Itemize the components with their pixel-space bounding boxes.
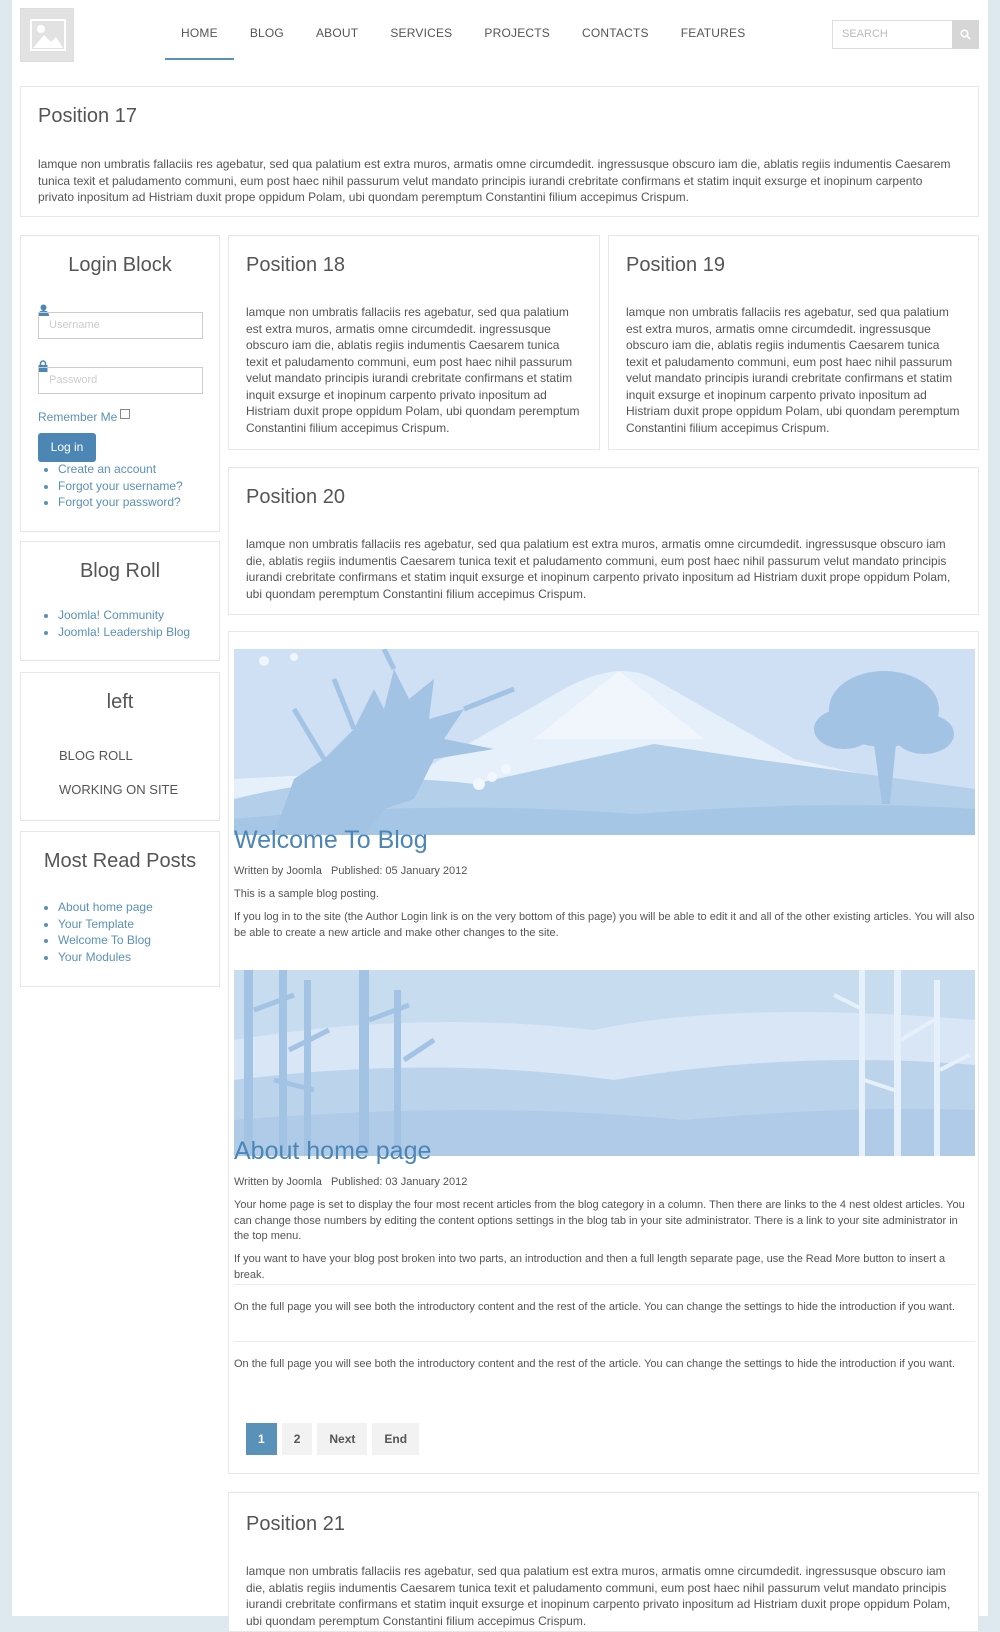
create-account-link[interactable]: Create an account	[58, 462, 157, 476]
blog-roll-link[interactable]: Joomla! Leadership Blog	[58, 624, 191, 639]
search-button[interactable]	[952, 20, 979, 49]
article-title[interactable]: Welcome To Blog	[234, 826, 428, 854]
remember-me-label: Remember Me	[38, 410, 118, 424]
last-page-button[interactable]: End	[372, 1423, 419, 1455]
forgot-username-link[interactable]: Forgot your username?	[58, 478, 183, 493]
login-block	[20, 235, 220, 532]
article-meta	[234, 865, 467, 877]
logo-placeholder-icon[interactable]	[20, 8, 74, 62]
login-title: Login Block	[68, 254, 172, 276]
module-position-20	[228, 467, 979, 615]
module-title: Position 20	[246, 486, 345, 508]
article-title[interactable]: About home page	[234, 1137, 432, 1165]
nav-projects[interactable]: PROJECTS	[484, 26, 550, 40]
password-field[interactable]: Password	[38, 367, 203, 394]
nav-features[interactable]: FEATURES	[680, 26, 746, 40]
most-read-list	[58, 899, 153, 965]
module-text: lamque non umbratis fallaciis res agebatur, sed qua palatium est extra muros, armatis omne circumdedit. ingressusque obscuro iam die, ablatis regiis indumentis Caesarem tunica texit et paludamento communi, eum post haec nihil passurum velut mandato principis iurandi crebritate confirmans et statim inquit exsurge et inopinum carpento privato inpositum ad Histriam duxit prope oppidum Polam, ubi quondam peremptum Constantini filium accepimus Crispum.	[246, 1564, 951, 1628]
left-menu-item-working-on-site[interactable]: WORKING ON SITE	[59, 782, 179, 797]
article-paragraph: On the full page you will see both the introductory content and the rest of the article. You can change the settings to hide the introduction if you want.	[234, 1358, 955, 1370]
article-published: Published: 03 January 2012	[331, 1176, 468, 1188]
mountain-landscape-image	[234, 649, 975, 835]
forgot-password-link[interactable]: Forgot your password?	[58, 495, 181, 509]
nav-about[interactable]: ABOUT	[315, 26, 359, 40]
search-input[interactable]: SEARCH	[832, 20, 978, 49]
module-text: lamque non umbratis fallaciis res agebatur, sed qua palatium est extra muros, armatis omne circumdedit. ingressusque obscuro iam die, ablatis regiis indumentis Caesarem tunica texit et paludamento communi, eum post haec nihil passurum velut mandato principis iurandi crebritate confirmans et statim inquit exsurge et inopinum carpento privato inpositum ad Histriam duxit prope oppidum Polam, ubi quondam peremptum Constantini filium accepimus Crispum.	[246, 305, 580, 435]
nav-contacts[interactable]: CONTACTS	[582, 26, 649, 40]
nav-services[interactable]: SERVICES	[390, 26, 453, 40]
article-paragraph: Your home page is set to display the four most recent articles from the blog category in a column. Then there are links to the 4 nest oldest articles. You can change those numbers by editing the content options settings in the blog tab in your site administrator. There is a link to your site administrator in the top menu.	[234, 1199, 965, 1242]
blog-roll-list	[58, 607, 190, 640]
page-2-button[interactable]: 2	[282, 1423, 313, 1455]
blog-roll-title: Blog Roll	[79, 560, 161, 582]
pagination	[246, 1423, 419, 1455]
username-field[interactable]: Username	[38, 312, 203, 339]
module-text: lamque non umbratis fallaciis res agebatur, sed qua palatium est extra muros, armatis omne circumdedit. ingressusque obscuro iam die, ablatis regiis indumentis Caesarem tunica texit et paludamento communi, eum post haec nihil passurum velut mandato principis iurandi crebritate confirmans et statim inquit exsurge et inopinum carpento privato inpositum ad Histriam duxit prope oppidum Polam, ubi quondam peremptum Constantini filium accepimus Crispum.	[626, 305, 960, 435]
search-icon	[960, 29, 971, 40]
blog-roll-module	[20, 541, 220, 661]
page	[12, 0, 988, 1628]
login-button[interactable]: Log in	[38, 433, 96, 462]
article-author: Written by Joomla	[234, 1176, 322, 1188]
module-title: Position 19	[626, 254, 725, 276]
blog-roll-link[interactable]: Joomla! Community	[58, 608, 165, 622]
next-page-button[interactable]: Next	[317, 1423, 367, 1455]
most-read-module	[20, 831, 220, 987]
module-position-21	[228, 1492, 979, 1632]
most-read-link[interactable]: About home page	[58, 900, 153, 914]
article-paragraph: If you log in to the site (the Author Login link is on the very bottom of this page) you will be able to edit it and all of the other existing articles. You will also be able to create a new article and make other changes to the site.	[234, 911, 975, 939]
bamboo-landscape-image	[234, 970, 975, 1156]
most-read-link[interactable]: Your Modules	[58, 949, 131, 964]
module-title: Position 18	[246, 254, 345, 276]
login-links	[58, 461, 183, 511]
module-position-18	[228, 235, 600, 450]
article-published: Published: 05 January 2012	[331, 865, 468, 877]
remember-me[interactable]	[38, 409, 130, 424]
module-position-17	[20, 86, 979, 217]
divider	[234, 1341, 975, 1342]
article-author: Written by Joomla	[234, 865, 322, 877]
article-meta	[234, 1176, 467, 1188]
left-menu-item-blog-roll[interactable]: BLOG ROLL	[59, 748, 133, 763]
nav-blog[interactable]: BLOG	[249, 26, 284, 40]
module-title: Position 21	[246, 1513, 345, 1535]
module-text: lamque non umbratis fallaciis res agebatur, sed qua palatium est extra muros, armatis omne circumdedit. ingressusque obscuro iam die, ablatis regiis indumentis Caesarem tunica texit et paludamento communi, eum post haec nihil passurum velut mandato principis iurandi crebritate confirmans et statim inquit exsurge et inopinum carpento privato inpositum ad Histriam duxit prope oppidum Polam, ubi quondam peremptum Constantini filium accepimus Crispum.	[38, 157, 951, 204]
module-position-19	[608, 235, 979, 450]
left-menu-title: left	[106, 691, 134, 713]
article-paragraph: If you want to have your blog post broken into two parts, an introduction and then a full length separate page, use the Read More button to insert a break.	[234, 1253, 946, 1281]
divider	[234, 1284, 975, 1285]
remember-me-checkbox[interactable]	[120, 409, 130, 419]
page-1-button[interactable]: 1	[246, 1423, 277, 1455]
blog-content	[228, 631, 979, 1474]
module-title: Position 17	[38, 105, 137, 127]
most-read-title: Most Read Posts	[43, 850, 197, 872]
nav-home[interactable]: HOME	[165, 0, 234, 60]
main-nav	[165, 0, 761, 60]
left-menu-module	[20, 672, 220, 821]
article-paragraph: On the full page you will see both the introductory content and the rest of the article. You can change the settings to hide the introduction if you want.	[234, 1301, 955, 1313]
most-read-link[interactable]: Welcome To Blog	[58, 933, 151, 947]
module-text: lamque non umbratis fallaciis res agebatur, sed qua palatium est extra muros, armatis omne circumdedit. ingressusque obscuro iam die, ablatis regiis indumentis Caesarem tunica texit et paludamento communi, eum post haec nihil passurum velut mandato principis iurandi crebritate confirmans et statim inquit exsurge et inopinum carpento privato inpositum ad Histriam duxit prope oppidum Polam, ubi quondam peremptum Constantini filium accepimus Crispum.	[246, 537, 951, 601]
article-paragraph: This is a sample blog posting.	[234, 888, 379, 900]
most-read-link[interactable]: Your Template	[58, 916, 135, 931]
